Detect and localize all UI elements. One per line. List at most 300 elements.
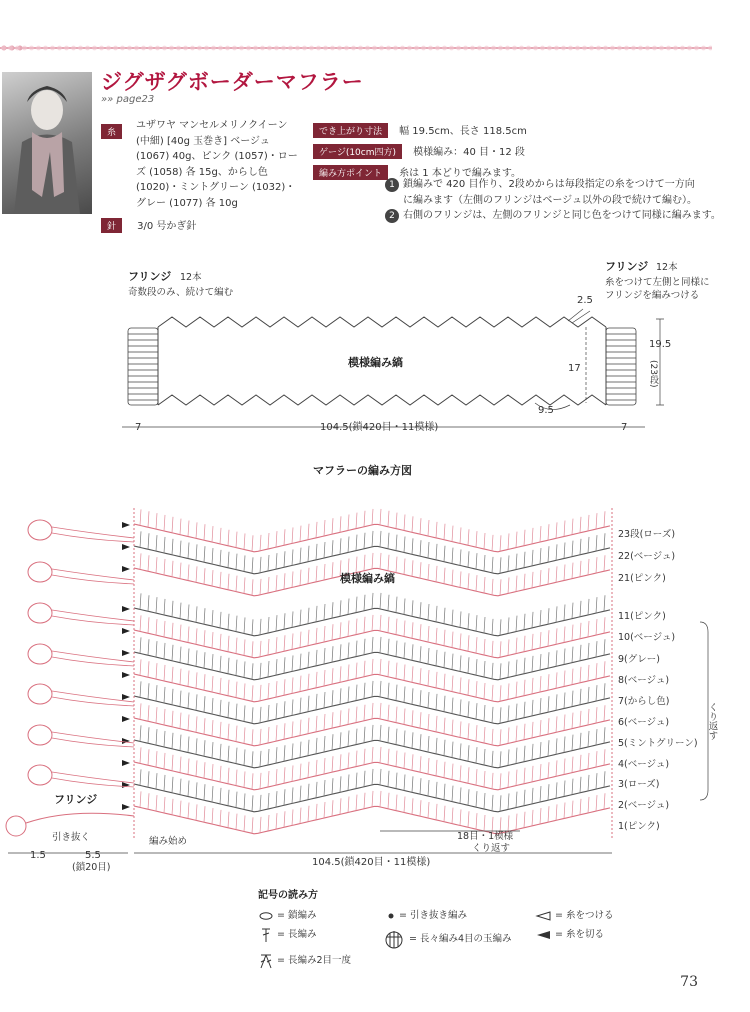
stitch-mark [172, 623, 173, 639]
size-tag: でき上がり寸法 [313, 123, 388, 138]
stitch-mark [460, 743, 461, 759]
cut-yarn-marker [122, 672, 130, 678]
stitch-mark [164, 731, 165, 747]
stitch-mark [156, 535, 157, 551]
stitch-mark [588, 797, 589, 813]
stitch-mark [220, 700, 221, 716]
stitch-mark [564, 542, 565, 558]
step-text: 鎖編みで 420 目作り、2段めからは毎段指定の糸をつけて一方向 [403, 179, 695, 190]
stitch-mark [188, 758, 189, 774]
stitch-mark [500, 685, 501, 701]
stitch-mark [596, 773, 597, 789]
stitch-mark [300, 610, 301, 626]
stitch-mark [516, 682, 517, 698]
stitch-mark [164, 621, 165, 637]
chart-pattern-label: 模様編み縞 [340, 572, 395, 585]
stitch-mark [588, 753, 589, 769]
stitch-mark [228, 614, 229, 630]
stitch-mark [212, 526, 213, 542]
stitch-mark [436, 738, 437, 754]
stitch-mark [260, 817, 261, 833]
stitch-mark [188, 780, 189, 796]
stitch-mark [484, 815, 485, 831]
stitch-mark [172, 689, 173, 705]
stitch-mark [404, 752, 405, 768]
stitch-mark [284, 635, 285, 651]
stitch-mark [260, 707, 261, 723]
stitch-mark [404, 536, 405, 552]
stitch-mark [180, 735, 181, 751]
stitch-mark [516, 704, 517, 720]
stitch-mark [468, 701, 469, 717]
stitch-mark [324, 626, 325, 642]
stitch-mark [364, 683, 365, 699]
stitch-mark [548, 524, 549, 540]
stitch-mark [396, 513, 397, 529]
stitch-mark [244, 815, 245, 831]
stitch-mark [228, 574, 229, 590]
stitch-mark [596, 707, 597, 723]
stitch-mark [180, 691, 181, 707]
stitch-mark [348, 752, 349, 768]
stitch-mark [460, 611, 461, 627]
stitch-mark [380, 593, 381, 609]
dim-chain20: (鎖20目) [72, 862, 111, 873]
stitch-mark [244, 617, 245, 633]
stitch-mark [252, 817, 253, 833]
yarn-line: (1020)・ミントグリーン (1032)・ [136, 182, 296, 193]
stitch-mark [180, 625, 181, 641]
stitch-mark [548, 568, 549, 584]
stitch-mark [228, 790, 229, 806]
stitch-mark [148, 749, 149, 765]
stitch-mark [324, 758, 325, 774]
stitch-mark [556, 760, 557, 776]
stitch-mark [452, 808, 453, 824]
stitch-mark [308, 740, 309, 756]
row-label: 1(ピンク) [618, 821, 660, 832]
stitch-mark [508, 749, 509, 765]
stitch-mark [596, 795, 597, 811]
stitch-mark [236, 660, 237, 676]
stitch-mark [316, 566, 317, 582]
stitch-mark [428, 648, 429, 664]
stitch-mark [452, 742, 453, 758]
stitch-mark [228, 768, 229, 784]
row-label: 4(ベージュ) [618, 759, 670, 770]
stitch-mark [156, 513, 157, 529]
stitch-mark [468, 635, 469, 651]
stitch-mark [372, 791, 373, 807]
needle-spec [101, 214, 196, 235]
stitch-mark [228, 636, 229, 652]
stitch-mark [156, 773, 157, 789]
stitch-mark [396, 597, 397, 613]
stitch-mark [588, 709, 589, 725]
repeat-unit-2: くり返す [472, 843, 511, 854]
stitch-mark [484, 533, 485, 549]
stitch-mark [580, 799, 581, 815]
stitch-mark [548, 546, 549, 562]
stitch-mark [460, 549, 461, 565]
stitch-mark [268, 771, 269, 787]
stitch-mark [252, 795, 253, 811]
stitch-mark [428, 670, 429, 686]
stitch-mark [316, 672, 317, 688]
stitch-mark [156, 557, 157, 573]
stitch-mark [204, 674, 205, 690]
stitch-mark [420, 518, 421, 534]
stitch-mark [252, 685, 253, 701]
stitch-mark [516, 638, 517, 654]
stitch-mark [460, 633, 461, 649]
stitch-mark [500, 729, 501, 745]
fringe-chain [52, 732, 134, 747]
stitch-mark [180, 541, 181, 557]
stitch-mark [588, 643, 589, 659]
chart-row-line [134, 524, 610, 552]
stitch-mark [196, 544, 197, 560]
stitch-mark [252, 729, 253, 745]
stitch-mark [444, 568, 445, 584]
stitch-mark [164, 775, 165, 791]
stitch-mark [572, 691, 573, 707]
stitch-mark [428, 802, 429, 818]
stitch-mark [596, 535, 597, 551]
stitch-mark [572, 603, 573, 619]
stitch-mark [372, 681, 373, 697]
stitch-mark [388, 533, 389, 549]
stitch-mark [364, 771, 365, 787]
stitch-mark [396, 557, 397, 573]
stitch-mark [340, 666, 341, 682]
stitch-mark [164, 709, 165, 725]
stitch-mark [236, 554, 237, 570]
stitch-mark [244, 683, 245, 699]
stitch-mark [484, 727, 485, 743]
stitch-mark [580, 689, 581, 705]
stitch-mark [244, 727, 245, 743]
stitch-mark [212, 742, 213, 758]
stitch-mark [372, 703, 373, 719]
stitch-mark [516, 770, 517, 786]
stitch-mark [324, 520, 325, 536]
stitch-mark [212, 764, 213, 780]
stitch-mark [452, 632, 453, 648]
stitch-mark [548, 696, 549, 712]
stitch-mark [404, 598, 405, 614]
stitch-mark [468, 679, 469, 695]
stitch-mark [468, 551, 469, 567]
stitch-mark [148, 511, 149, 527]
page-title: ジグザグボーダーマフラー [101, 70, 364, 94]
stitch-mark [172, 539, 173, 555]
model-photo [2, 72, 92, 214]
stitch-mark [148, 555, 149, 571]
stitch-mark [156, 641, 157, 657]
stitch-mark [564, 736, 565, 752]
stitch-mark [396, 641, 397, 657]
stitch-mark [556, 738, 557, 754]
stitch-mark [220, 766, 221, 782]
stitch-mark [596, 557, 597, 573]
stitch-mark [164, 753, 165, 769]
stitch-mark [556, 694, 557, 710]
stitch-mark [180, 669, 181, 685]
stitch-mark [580, 755, 581, 771]
stitch-mark [540, 610, 541, 626]
stitch-mark [212, 720, 213, 736]
stitch-mark [252, 751, 253, 767]
stitch-mark [380, 791, 381, 807]
yarn-line: (中細) [40g 玉巻き] ベージュ [136, 135, 270, 147]
stitch-mark [516, 660, 517, 676]
stitch-mark [332, 518, 333, 534]
stitch-mark [148, 661, 149, 677]
stitch-mark [484, 705, 485, 721]
stitch-mark [372, 637, 373, 653]
row-label: 9(グレー) [618, 654, 660, 665]
stitch-mark [196, 804, 197, 820]
stitch-mark [468, 657, 469, 673]
size-spec [313, 119, 527, 140]
stitch-mark [356, 597, 357, 613]
stitch-mark [180, 647, 181, 663]
dim-9-5: 9.5 [538, 405, 554, 416]
stitch-mark [596, 729, 597, 745]
stitch-mark [164, 665, 165, 681]
stitch-mark [180, 757, 181, 773]
row-label: 10(ベージュ) [618, 632, 676, 643]
stitch-mark [292, 721, 293, 737]
stitch-mark [308, 674, 309, 690]
stitch-mark [340, 538, 341, 554]
stitch-mark [492, 795, 493, 811]
stitch-mark [420, 734, 421, 750]
stitch-mark [428, 564, 429, 580]
stitch-mark [292, 633, 293, 649]
stitch-mark [460, 677, 461, 693]
stitch-mark [140, 615, 141, 631]
stitch-mark [436, 522, 437, 538]
stitch-mark [300, 676, 301, 692]
stitch-mark [516, 748, 517, 764]
stitch-mark [524, 658, 525, 674]
stitch-mark [140, 531, 141, 547]
stitch-mark [196, 672, 197, 688]
stitch-mark [252, 535, 253, 551]
repeat-unit-1: 18目・1模様 [457, 831, 514, 842]
stitch-mark [284, 723, 285, 739]
stitch-mark [348, 664, 349, 680]
stitch-mark [140, 725, 141, 741]
stitch-mark [420, 668, 421, 684]
stitch-mark [580, 711, 581, 727]
stitch-mark [412, 776, 413, 792]
stitch-mark [604, 661, 605, 677]
stitch-mark [236, 638, 237, 654]
stitch-mark [372, 725, 373, 741]
stitch-mark [524, 574, 525, 590]
stitch-mark [556, 716, 557, 732]
stitch-mark [460, 699, 461, 715]
stitch-mark [148, 595, 149, 611]
stitch-mark [356, 535, 357, 551]
stitch-mark [420, 690, 421, 706]
stitch-mark [492, 535, 493, 551]
stitch-mark [588, 665, 589, 681]
stitch-mark [532, 634, 533, 650]
stitch-mark [436, 628, 437, 644]
cut-yarn-marker [122, 760, 130, 766]
stitch-mark [364, 511, 365, 527]
stitch-mark [332, 778, 333, 794]
stitch-mark [380, 747, 381, 763]
stitch-mark [412, 688, 413, 704]
row-label: 8(ベージュ) [618, 675, 670, 686]
stitch-mark [156, 685, 157, 701]
stitch-mark [236, 616, 237, 632]
stitch-mark [564, 604, 565, 620]
stitch-mark [300, 548, 301, 564]
stitch-mark [220, 634, 221, 650]
stitch-mark [588, 537, 589, 553]
stitch-mark [572, 647, 573, 663]
stitch-mark [212, 786, 213, 802]
stitch-mark [308, 568, 309, 584]
stitch-mark [596, 663, 597, 679]
stitch-mark [476, 659, 477, 675]
chart-row-line [134, 784, 610, 812]
stitch-mark [436, 672, 437, 688]
stitch-mark [300, 808, 301, 824]
stitch-mark [476, 769, 477, 785]
stitch-mark [332, 690, 333, 706]
stitch-mark [436, 782, 437, 798]
stitch-mark [444, 740, 445, 756]
stitch-mark [364, 595, 365, 611]
stitch-mark [412, 666, 413, 682]
step-1 [385, 177, 725, 208]
fringe-left-note: 奇数段のみ、続けて編む [128, 287, 234, 298]
photo-illustration [2, 72, 92, 214]
stitch-mark [516, 554, 517, 570]
stitch-mark [580, 667, 581, 683]
stitch-mark [428, 626, 429, 642]
stitch-mark [180, 563, 181, 579]
cut-yarn-marker [122, 694, 130, 700]
stitch-mark [596, 513, 597, 529]
stitch-mark [148, 771, 149, 787]
stitch-mark [468, 573, 469, 589]
row-label: 11(ピンク) [618, 611, 666, 622]
stitch-mark [492, 773, 493, 789]
chart-row-line [134, 740, 610, 768]
stitch-mark [276, 659, 277, 675]
stitch-mark [460, 571, 461, 587]
stitch-mark [588, 599, 589, 615]
stitch-mark [452, 610, 453, 626]
stitch-mark [364, 705, 365, 721]
stitch-mark [452, 570, 453, 586]
stitch-mark [316, 628, 317, 644]
stitch-mark [380, 531, 381, 547]
stitch-mark [556, 544, 557, 560]
stitch-mark [540, 632, 541, 648]
cut-yarn-marker [122, 606, 130, 612]
stitch-mark [452, 720, 453, 736]
slip-stitch-icon [386, 911, 396, 921]
stitch-mark [268, 639, 269, 655]
chart-row-line [134, 652, 610, 680]
stitch-mark [460, 765, 461, 781]
stitch-mark [356, 707, 357, 723]
stitch-mark [532, 678, 533, 694]
stitch-mark [468, 723, 469, 739]
stitch-mark [220, 656, 221, 672]
stitch-mark [444, 546, 445, 562]
stitch-mark [508, 661, 509, 677]
stitch-mark [172, 799, 173, 815]
stitch-mark [204, 630, 205, 646]
stitch-mark [436, 544, 437, 560]
stitch-mark [476, 575, 477, 591]
chart-row-line [134, 806, 610, 834]
stitch-mark [364, 793, 365, 809]
stitch-mark [564, 626, 565, 642]
stitch-mark [372, 769, 373, 785]
stitch-mark [444, 524, 445, 540]
stitch-mark [212, 808, 213, 824]
stitch-mark [204, 696, 205, 712]
stitch-mark [332, 800, 333, 816]
stitch-mark [268, 815, 269, 831]
stitch-mark [292, 527, 293, 543]
stitch-mark [340, 798, 341, 814]
stitch-mark [380, 703, 381, 719]
stitch-mark [532, 788, 533, 804]
fringe-chain [26, 813, 134, 823]
stitch-mark [420, 778, 421, 794]
stitch-mark [428, 520, 429, 536]
cut-yarn-marker [122, 650, 130, 656]
stitch-mark [164, 599, 165, 615]
stitch-mark [268, 793, 269, 809]
stitch-mark [564, 780, 565, 796]
row-label: 2(ベージュ) [618, 800, 670, 811]
stitch-mark [252, 641, 253, 657]
stitch-mark [324, 692, 325, 708]
stitch-mark [140, 553, 141, 569]
stitch-mark [404, 664, 405, 680]
stitch-mark [244, 639, 245, 655]
stitch-mark [276, 703, 277, 719]
cut-yarn-marker [122, 804, 130, 810]
stitch-mark [196, 650, 197, 666]
stitch-mark [548, 630, 549, 646]
stitch-mark [188, 648, 189, 664]
stitch-mark [260, 751, 261, 767]
stitch-mark [356, 641, 357, 657]
cut-yarn-marker [122, 628, 130, 634]
stitch-mark [292, 677, 293, 693]
stitch-mark [604, 683, 605, 699]
stitch-mark [292, 699, 293, 715]
needle-value: 3/0 号かぎ針 [137, 221, 197, 232]
step-number: 2 [385, 209, 399, 223]
stitch-mark [548, 740, 549, 756]
stitch-mark [348, 708, 349, 724]
